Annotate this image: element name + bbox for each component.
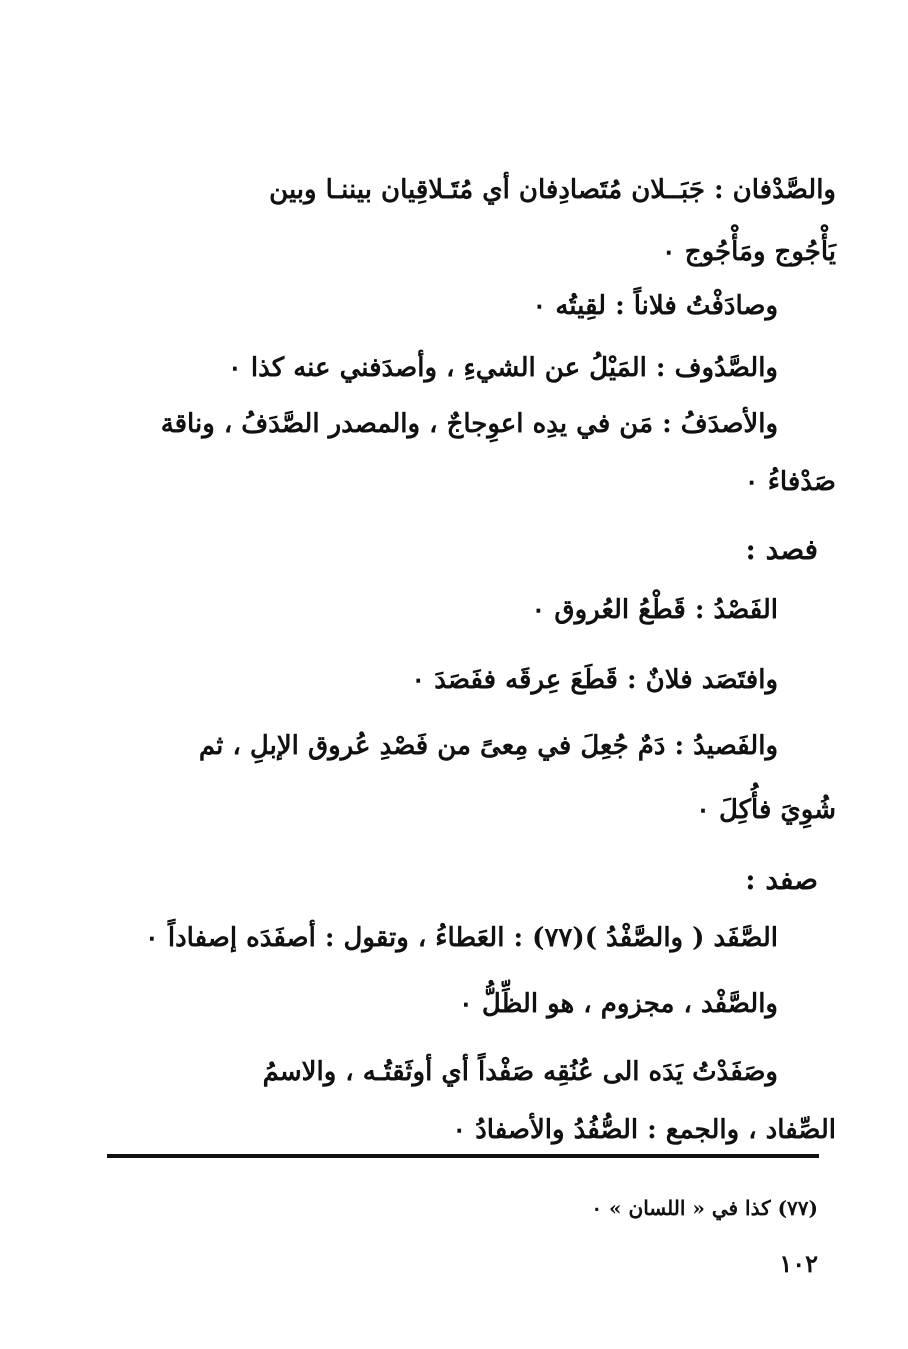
text-line: شُوِيَ فأُكِلَ ٠ <box>695 795 836 825</box>
text-line: والفَصيدُ : دَمٌ جُعِلَ في مِعىً من فَصْدِ عُروق الإبلِ ، ثم <box>198 731 778 761</box>
text-line: الصَّفَد ( والصَّفْدُ )(٧٧) : العَطاءُ ، وتقول : أصفَدَه إصفاداً ٠ <box>144 923 778 953</box>
section-heading: فصد : <box>745 533 818 566</box>
text-line: والأصدَفُ : مَن في يدِه اعوِجاجٌ ، والمصدر الصَّدَفُ ، وناقة <box>160 409 778 439</box>
text-line: وصادَفْتُ فلاناً : لقِيتُه ٠ <box>532 291 778 321</box>
footnote: (٧٧) كذا في « اللسان » ٠ <box>591 1196 818 1220</box>
text-line: والصَّدْفان : جَبَــلان مُتَصادِفان أي مُتَـلاقِيان بيننـا وبين <box>269 175 836 205</box>
text-line: وافتَصَد فلانٌ : قَطَعَ عِرقَه ففَصَدَ ٠ <box>411 665 778 695</box>
section-heading: صفد : <box>745 863 818 896</box>
text-line: وصَفَدْتُ يَدَه الى عُنُقِه صَفْداً أي أوثَقتُـه ، والاسمُ <box>262 1057 778 1087</box>
text-line: يَأْجُوج ومَأْجُوج ٠ <box>661 237 836 267</box>
page-number: ١٠٢ <box>779 1249 818 1278</box>
text-line: الصِّفاد ، والجمع : الصُّفُدُ والأصفادُ ٠ <box>452 1115 836 1145</box>
text-line: والصَّفْد ، مجزوم ، هو الظِّلُّ ٠ <box>458 989 778 1019</box>
text-line: صَدْفاءُ ٠ <box>744 467 836 497</box>
text-line: والصَّدُوف : المَيْلُ عن الشيءِ ، وأصدَفني عنه كذا ٠ <box>227 353 778 383</box>
text-line: الفَصْدُ : قَطْعُ العُروق ٠ <box>531 595 778 625</box>
footnote-divider <box>107 1154 819 1158</box>
